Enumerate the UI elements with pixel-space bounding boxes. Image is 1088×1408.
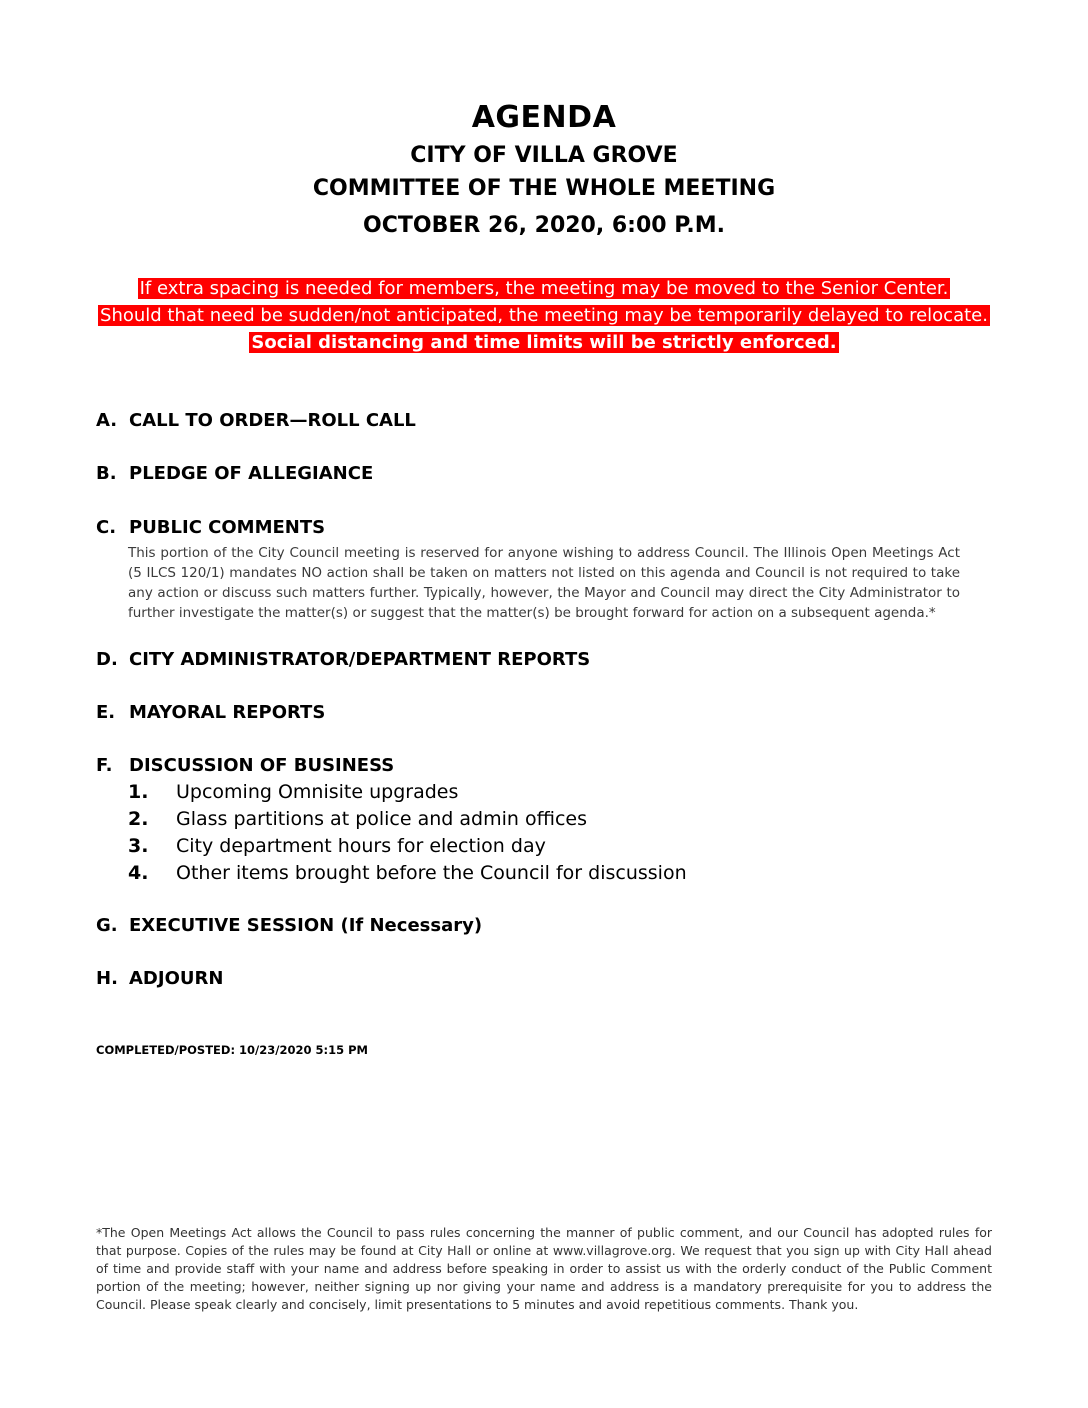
- section-label: CALL TO ORDER—ROLL CALL: [129, 410, 416, 431]
- notice-line: [0, 303, 1088, 329]
- notice-line: [0, 276, 1088, 302]
- section-mayoral-reports: [96, 702, 325, 723]
- business-item: [128, 862, 687, 884]
- public-comments-description: This portion of the City Council meeting is reserved for anyone wishing to address Council. The Illinois Open Meetings Act (5 ILCS 120/1) mandates NO action shall be taken on matters not listed on this agenda and Council is not required to take any action or discuss such matters further. Typically, however, the Mayor and Council may direct the City Administrator to further investigate the matter(s) or suggest that the matter(s) be brought forward for action on a subsequent agenda.*: [128, 545, 960, 621]
- business-item-text: Other items brought before the Council for discussion: [176, 862, 687, 884]
- business-item: [128, 808, 587, 830]
- agenda-title: AGENDA: [471, 100, 617, 135]
- section-discussion-of-business: [96, 755, 394, 776]
- section-adjourn: [96, 968, 223, 989]
- notice-text-3: Social distancing and time limits will be strictly enforced.: [251, 332, 837, 353]
- section-letter: A.: [96, 410, 118, 431]
- business-item-text: Upcoming Omnisite upgrades: [176, 781, 459, 803]
- section-label: DISCUSSION OF BUSINESS: [129, 755, 395, 776]
- meeting-date: OCTOBER 26, 2020, 6:00 P.M.: [363, 213, 725, 238]
- section-letter: E.: [96, 702, 116, 723]
- business-item-text: Glass partitions at police and admin offices: [176, 808, 587, 830]
- section-public-comments: [96, 517, 325, 538]
- posted-timestamp: COMPLETED/POSTED: 10/23/2020 5:15 PM: [96, 1043, 368, 1057]
- section-pledge: [96, 463, 373, 484]
- business-item-number: 1.: [128, 781, 149, 803]
- section-label: PUBLIC COMMENTS: [129, 517, 326, 538]
- section-administrator-reports: [96, 649, 590, 670]
- notice-text-1: If extra spacing is needed for members, the meeting may be moved to the Senior Center.: [139, 278, 949, 299]
- section-letter: C.: [96, 517, 117, 538]
- section-letter: D.: [96, 649, 118, 670]
- business-item-number: 3.: [128, 835, 149, 857]
- section-label: ADJOURN: [129, 968, 224, 989]
- business-item-number: 4.: [128, 862, 149, 884]
- meeting-name: COMMITTEE OF THE WHOLE MEETING: [312, 176, 776, 201]
- business-item: [128, 781, 458, 803]
- footnote: *The Open Meetings Act allows the Council to pass rules concerning the manner of public comment, and our Council has adopted rules for that purpose. Copies of the rules may be found at City Hall or online at www.villagrove.org. We request that you sign up with City Hall ahead of time and provide staff with your name and address before speaking in order to assist us with the orderly conduct of the Public Comment portion of the meeting; however, neither signing up nor giving your name and address is a mandatory prerequisite for you to address the Council. Please speak clearly and concisely, limit presentations to 5 minutes and avoid repetitious comments. Thank you.: [96, 1225, 992, 1312]
- section-label: MAYORAL REPORTS: [129, 702, 326, 723]
- section-letter: G.: [96, 915, 118, 936]
- business-item-text: City department hours for election day: [176, 835, 546, 857]
- notice-line: [0, 330, 1088, 356]
- business-item: [128, 835, 546, 857]
- section-call-to-order: [96, 410, 416, 431]
- section-letter: H.: [96, 968, 118, 989]
- notice-text-2: Should that need be sudden/not anticipated, the meeting may be temporarily delayed to relocate.: [100, 305, 988, 326]
- section-letter: F.: [96, 755, 113, 776]
- section-letter: B.: [96, 463, 117, 484]
- business-item-number: 2.: [128, 808, 149, 830]
- city-name: CITY OF VILLA GROVE: [410, 143, 678, 168]
- section-label: EXECUTIVE SESSION (If Necessary): [129, 915, 483, 936]
- section-executive-session: [96, 915, 482, 936]
- section-label: CITY ADMINISTRATOR/DEPARTMENT REPORTS: [129, 649, 591, 670]
- section-label: PLEDGE OF ALLEGIANCE: [129, 463, 374, 484]
